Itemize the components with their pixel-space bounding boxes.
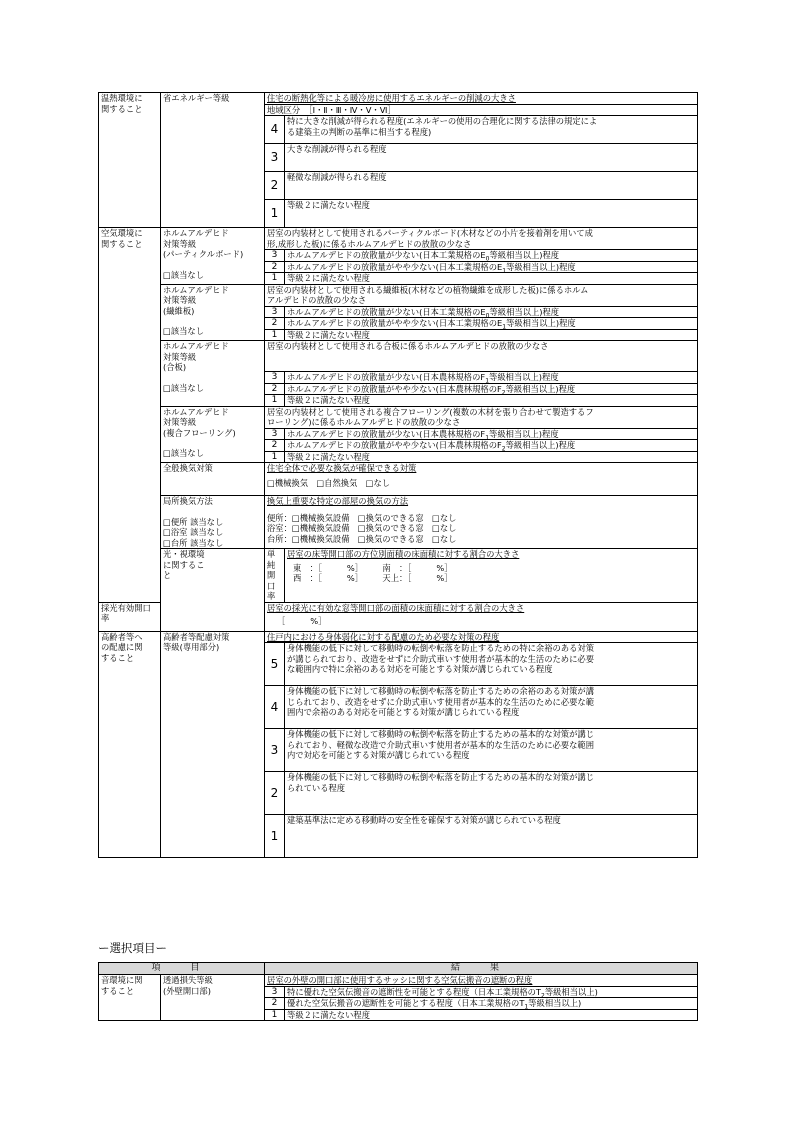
not-applicable-checkbox[interactable]: □該当なし [163,326,205,336]
grade-text: 大きな削減が得られる程度 [285,144,698,172]
grade-1: 1 [265,329,285,341]
not-applicable-checkbox[interactable]: □該当なし [163,382,205,393]
grade-3: 3 [265,372,285,384]
simple-opening-ratio: 居室の床等開口部の方位別面積の床面積に対する割合の大きさ 東 ：［ %］ 南 ：［ %］ 西 ：［ %］ 天上：［ %］ [285,549,698,603]
toilet-options[interactable]: 便所：□機械換気設備 □換気のできる窓 □なし [267,512,457,523]
west-ratio[interactable]: 西 ：［ %］ [293,573,364,583]
elderly-title: 住戸内における身体弱化に対する配慮のため必要な対策の程度 [265,631,698,643]
effective-opening-ratio: 居室の採光に有効な窓等開口部の面積の床面積に対する割合の大きさ ［ %］ [265,602,698,631]
grade-3-text: ホルムアルデヒドの放散量が少ない(日本農林規格の$F_1$等級相当以上)程度 [285,428,698,440]
grade-text: 身体機能の低下に対して移動時の転倒や転落を防止するための基本的な対策が講じ られており、軽微な改造で介助式車いす使用者が基本的な生活のために必要な範囲 内で対応を可能とする対策が講じられている程度 [285,729,698,772]
grade-2: 2 [265,998,285,1010]
not-applicable-checkbox[interactable]: □該当なし [163,448,205,458]
category-air: 空気環境に 関すること [99,228,161,603]
grade-2-text: 優れた空気伝搬音の遮断性を可能とする程度（日本工業規格の$T_1$等級相当以上) [285,998,698,1010]
grade-text: 特に大きな削減が得られる程度(エネルギーの使用の合理化に関する法律の規定によ る建築主の判断の基準に相当する程度) [285,116,698,144]
general-ventilation: 住宅全体で必要な換気が確保できる対策 □機械換気 □自然換気 □なし [265,463,698,496]
grade-2-text: ホルムアルデヒドの放散量がやや少ない(日本工業規格の$E_1$等級相当以上)程度 [285,261,698,273]
not-applicable-checkbox[interactable]: □台所 該当なし [163,537,224,548]
item-transmission-loss: 透過損失等級 (外壁開口部) [161,975,265,1021]
category-thermal: 温熱環境に 関すること [99,93,161,228]
grade-1-text: 等級２に満たない程度 [285,1009,698,1021]
grade-3-text: ホルムアルデヒドの放散量が少ない(日本工業規格の$E_0$等級相当以上)程度 [285,306,698,318]
grade-number: 5 [265,643,285,686]
item-formaldehyde-flooring: ホルムアルデヒド 対策等級 (複合フローリング) □該当なし [161,406,265,463]
grade-text: 軽微な削減が得られる程度 [285,172,698,200]
item-simple-opening-ratio: 単純開口率 [265,549,285,603]
grade-number: 2 [265,172,285,200]
grade-3: 3 [265,986,285,998]
grade-3-text: 特に優れた空気伝搬音の遮断性を可能とする程度（日本工業規格の$T_2$等級相当以上) [285,986,698,998]
grade-3: 3 [265,428,285,440]
item-formaldehyde-plywood: ホルムアルデヒド 対策等級 (合板) □該当なし [161,341,265,407]
grade-1-text: 等級２に満たない程度 [285,329,698,341]
performance-table-optional [98,962,697,1021]
grade-text: 建築基準法に定める移動時の安全性を確保する対策が講じられている程度 [285,815,698,858]
formaldehyde-desc: 居室の内装材として使用される繊維板(木材などの植物繊維を成形した板)に係るホルム アルデヒドの放散の少なさ [265,284,698,306]
category-light: 光・視環境 に関するこ と [161,549,265,632]
grade-text: 身体機能の低下に対して移動時の転倒や転落を防止するための余裕のある対策が講 じられており、改造をせずに介助式車いす使用者が基本的な生活のために必要な範 囲内で余裕のある対応を可能とする対策が講じられている程度 [285,686,698,729]
grade-1: 1 [265,273,285,285]
category-elderly: 高齢者等へ の配慮に関 すること [99,631,161,858]
item-elderly-grade: 高齢者等配慮対策 等級(専用部分) [161,631,265,858]
top-ratio[interactable]: 天上：［ %］ [382,573,453,583]
not-applicable-checkbox[interactable]: □浴室 該当なし [163,527,224,537]
not-applicable-checkbox[interactable]: □便所 該当なし [163,516,224,527]
grade-2-text: ホルムアルデヒドの放散量がやや少ない(日本農林規格の$F_2$等級相当以上)程度 [285,440,698,452]
not-applicable-checkbox[interactable]: □該当なし [163,269,205,280]
grade-2: 2 [265,440,285,452]
formaldehyde-desc: 居室の内装材として使用される合板に係るホルムアルデヒドの放散の少なさ [265,341,698,372]
local-ventilation: 換気上重要な特定の部屋の換気の方法 便所：□機械換気設備 □換気のできる窓 □なし 浴室：□機械換気設備 □換気のできる窓 □なし 台所：□機械換気設備 □換気のできる窓 □なし [265,496,698,549]
grade-1-text: 等級２に満たない程度 [285,451,698,463]
grade-number: 4 [265,116,285,144]
kitchen-options[interactable]: 台所：□機械換気設備 □換気のできる窓 □なし [267,533,457,544]
grade-2-text: ホルムアルデヒドの放散量がやや少ない(日本工業規格の$E_1$等級相当以上)程度 [285,318,698,330]
grade-1: 1 [265,451,285,463]
grade-number: 4 [265,686,285,729]
grade-text: 身体機能の低下に対して移動時の転倒や転落を防止するための基本的な対策が講じ られている程度 [285,772,698,815]
item-formaldehyde-fiberboard: ホルムアルデヒド 対策等級 (繊維板) □該当なし [161,284,265,341]
formaldehyde-desc: 居室の内装材として使用されるパーティクルボード(木材などの小片を接着剤を用いて成 形,成形した板)に係るホルムアルデヒドの放散の少なさ [265,228,698,250]
sound-title: 居室の外壁の開口部に使用するサッシに関する空気伝搬音の遮断の程度 [265,975,698,987]
grade-3: 3 [265,250,285,262]
ventilation-options[interactable]: □機械換気 □自然換気 □なし [267,477,391,488]
grade-number: 1 [265,200,285,228]
formaldehyde-desc: 居室の内装材として使用される複合フローリング(複数の木材を張り合わせて製造するフ ローリング)に係るホルムアルデヒドの放散の少なさ [265,406,698,428]
header-result: 結果 [265,963,698,975]
grade-3: 3 [265,306,285,318]
grade-text: 身体機能の低下に対して移動時の転倒や転落を防止するための特に余裕のある対策 が講じられており、改造をせずに介助式車いす使用者が基本的な生活のために必要 な範囲内で特に余裕のある対応を可能とする対策が講じられている程度 [285,643,698,686]
grade-2: 2 [265,261,285,273]
south-ratio[interactable]: 南 ：［ %］ [382,562,453,573]
grade-number: 1 [265,815,285,858]
item-effective-opening-ratio: 採光有効開口率 [99,602,161,631]
grade-1: 1 [265,395,285,407]
category-sound: 音環境に関 すること [99,975,161,1021]
grade-3-text: ホルムアルデヒドの放散量が少ない(日本工業規格の$E_0$等級相当以上)程度 [285,250,698,262]
grade-2: 2 [265,383,285,395]
grade-number: 3 [265,144,285,172]
grade-text: 等級２に満たない程度 [285,200,698,228]
item-formaldehyde-particleboard: ホルムアルデヒド 対策等級 (パーティクルボード) □該当なし [161,228,265,285]
item-local-ventilation: 局所換気方法 □便所 該当なし □浴室 該当なし □台所 該当なし [161,496,265,549]
grade-number: 2 [265,772,285,815]
grade-2-text: ホルムアルデヒドの放散量がやや少ない(日本農林規格の$F_2$等級相当以上)程度 [285,383,698,395]
effective-ratio-value[interactable]: ［ %］ [277,616,327,626]
grade-3-text: ホルムアルデヒドの放散量が少ない(日本農林規格の$F_1$等級相当以上)程度 [285,372,698,384]
item-energy-grade: 省エネルギー等級 [161,93,265,228]
optional-items-heading: ー選択項目ー [98,941,167,955]
grade-1-text: 等級２に満たない程度 [285,273,698,285]
bath-options[interactable]: 浴室：□機械換気設備 □換気のできる窓 □なし [267,523,457,533]
item-general-ventilation: 全般換気対策 [161,463,265,496]
east-ratio[interactable]: 東 ：［ %］ [293,562,364,573]
performance-table-main [98,92,697,858]
grade-2: 2 [265,318,285,330]
grade-1: 1 [265,1009,285,1021]
grade-1-text: 等級２に満たない程度 [285,395,698,407]
header-item: 項目 [99,963,265,975]
region-class: 地域区分 ［Ⅰ・Ⅱ・Ⅲ・Ⅳ・Ⅴ・Ⅵ］ [265,104,698,116]
energy-title: 住宅の断熱化等による暖冷房に使用するエネルギーの削減の大きさ [265,93,698,105]
grade-number: 3 [265,729,285,772]
